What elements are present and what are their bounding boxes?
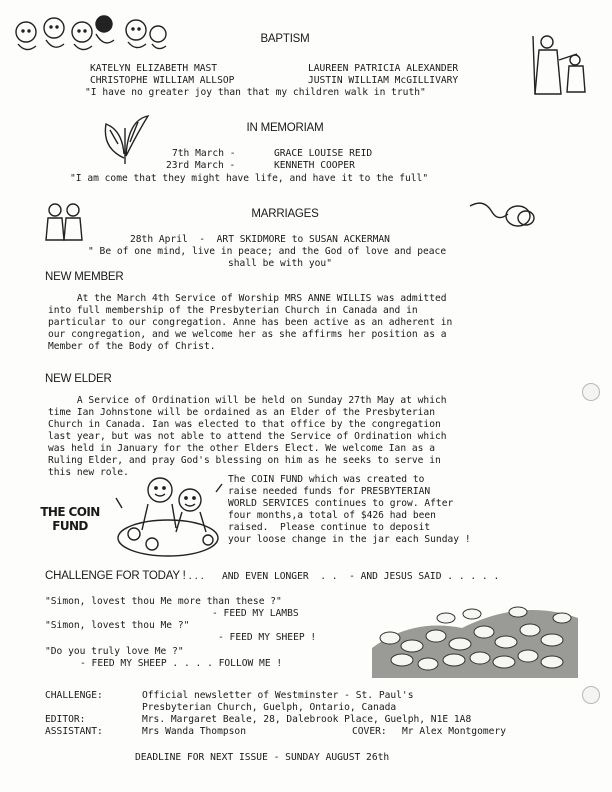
masthead-value: Presbyterian Church, Guelph, Ontario, Canada <box>142 702 397 713</box>
babies-illustration <box>8 10 168 58</box>
masthead-label: ASSISTANT: <box>45 726 103 737</box>
couple-illustration <box>42 200 86 244</box>
marriage-entry: 28th April - ART SKIDMORE to SUSAN ACKERMAN <box>130 234 390 245</box>
coin-fund-line: four months,a total of $426 had been <box>228 510 436 521</box>
new-member-line: At the March 4th Service of Worship MRS ANNE WILLIS was admitted <box>48 293 447 304</box>
coin-fund-logo-line: FUND <box>52 519 88 533</box>
masthead-value: Official newsletter of Westminster - St. Paul's <box>142 690 414 701</box>
deadline-notice: DEADLINE FOR NEXT ISSUE - SUNDAY AUGUST 26th <box>135 752 390 763</box>
memoriam-name: GRACE LOUISE REID <box>274 148 373 159</box>
baptism-name: JUSTIN WILLIAM McGILLIVARY <box>308 75 459 86</box>
baptism-name: LAUREEN PATRICIA ALEXANDER <box>308 63 459 74</box>
masthead-value: Mrs Wanda Thompson <box>142 726 246 737</box>
memoriam-quote: "I am come that they might have life, and have it to the full" <box>70 173 429 184</box>
challenge-answer: - FEED MY SHEEP . . . . FOLLOW ME ! <box>80 658 283 669</box>
new-elder-line: was held in January for the other Elders Elect. We welcome Ian as a <box>48 443 435 454</box>
coin-fund-line: The COIN FUND which was created to <box>228 474 425 485</box>
challenge-answer: - FEED MY SHEEP ! <box>218 632 317 643</box>
coin-fund-line: WORLD SERVICES continues to grow. After <box>228 498 454 509</box>
challenge-question: "Simon, lovest thou Me more than these ?" <box>45 596 282 607</box>
memoriam-name: KENNETH COOPER <box>274 160 355 171</box>
challenge-answer: - FEED MY LAMBS <box>212 608 299 619</box>
challenge-question: "Simon, lovest thou Me ?" <box>45 620 190 631</box>
masthead-label: CHALLENGE: <box>45 690 103 701</box>
new-elder-line: Church in Canada. Ian was elected to that office by the congregation <box>48 419 441 430</box>
coin-children-illustration <box>112 468 224 564</box>
new-elder-line: this new role. <box>48 467 129 478</box>
coin-fund-logo <box>30 505 110 533</box>
new-elder-line: last year, but was not able to attend the Service of Ordination which <box>48 431 447 442</box>
marriages-quote: " Be of one mind, live in peace; and the God of love and peace <box>88 246 447 257</box>
masthead-label: COVER: <box>352 726 387 737</box>
coin-fund-line: raised. Please continue to deposit <box>228 522 431 533</box>
wedding-rings-illustration <box>468 196 538 234</box>
coin-fund-line: your loose change in the jar each Sunday ! <box>228 534 471 545</box>
memoriam-date: 7th March - <box>172 148 236 159</box>
challenge-question: "Do you truly love Me ?" <box>45 646 184 657</box>
baptism-quote: "I have no greater joy than that my children walk in truth" <box>85 87 426 98</box>
masthead-value: Mr Alex Montgomery <box>402 726 506 737</box>
new-member-line: into full membership of the Presbyterian Church in Canada and in <box>48 305 418 316</box>
challenge-title-rest: AND EVEN LONGER . . - AND JESUS SAID . . . . . <box>222 571 500 582</box>
new-member-line: our congregation, and we welcome her as she affirms her position as a <box>48 329 447 340</box>
baptism-name: CHRISTOPHE WILLIAM ALLSOP <box>90 75 235 86</box>
new-elder-line: time Ian Johnstone will be ordained as an Elder of the Presbyterian <box>48 407 435 418</box>
sheep-flock-illustration <box>372 588 578 678</box>
new-member-line: Member of the Body of Christ. <box>48 341 216 352</box>
new-member-line: particular to our congregation. Anne has been active as an adherent in <box>48 317 453 328</box>
baptism-title: BAPTISM <box>260 33 310 45</box>
marriages-title: MARRIAGES <box>251 208 319 220</box>
masthead-label: EDITOR: <box>45 714 86 725</box>
challenge-title: CHALLENGE FOR TODAY ! . . . <box>45 570 204 582</box>
butterfly-icon <box>100 108 150 168</box>
binder-hole-top <box>582 383 600 401</box>
memoriam-date: 23rd March - <box>166 160 236 171</box>
new-elder-line: Ruling Elder, and pray God's blessing on him as he seeks to serve in <box>48 455 441 466</box>
baptism-name: KATELYN ELIZABETH MAST <box>90 63 218 74</box>
memoriam-title: IN MEMORIAM <box>246 122 324 134</box>
coin-fund-logo-line: THE COIN <box>40 505 100 519</box>
coin-fund-line: raise needed funds for PRESBYTERIAN <box>228 486 431 497</box>
new-elder-title: NEW ELDER <box>45 373 112 385</box>
marriages-quote: shall be with you" <box>228 258 332 269</box>
new-member-title: NEW MEMBER <box>45 271 124 283</box>
new-elder-line: A Service of Ordination will be held on Sunday 27th May at which <box>48 395 447 406</box>
binder-hole-bottom <box>582 686 600 704</box>
masthead-value: Mrs. Margaret Beale, 28, Dalebrook Place, Guelph, N1E 1A8 <box>142 714 472 725</box>
shepherd-illustration <box>525 30 593 100</box>
